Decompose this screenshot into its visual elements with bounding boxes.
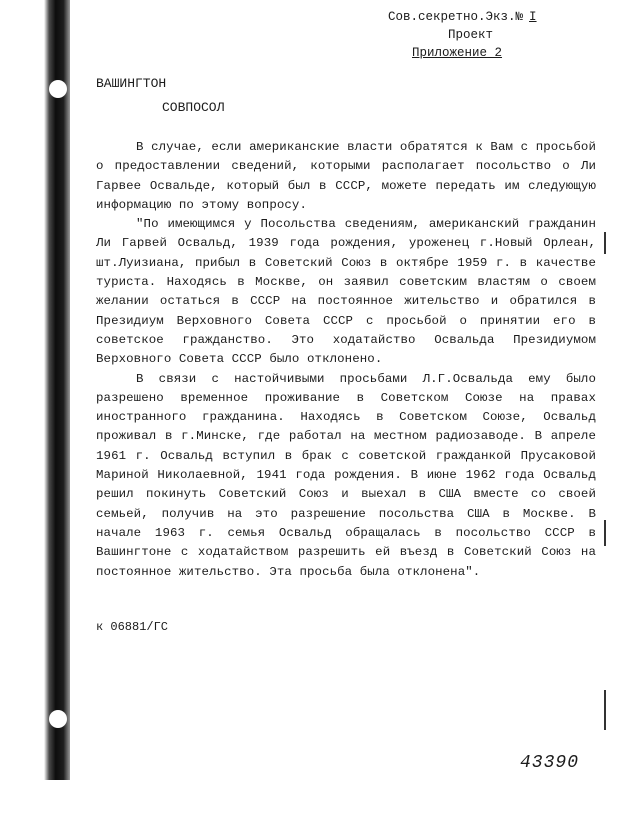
margin-mark (604, 690, 606, 730)
scan-edge-strip (44, 0, 70, 780)
address-embassy: СОВПОСОЛ (162, 100, 225, 115)
document-number: 43390 (520, 753, 580, 773)
punch-hole (49, 80, 67, 98)
paragraph: "По имеющимся у Посольства сведениям, американский гражданин Ли Гарвей Освальд, 1939 года рождения, уроженец г.Новый Орлеан, шт.Луизиана, прибыл в Советский Союз в октябре 1959 г. в качестве туриста. Находясь в Москве, он заявил советским властям о своем желании остаться в СССР на постоянное жительство и обратился в Президиум Верховного Совета СССР с просьбой о принятии его в советское гражданство. Это ходатайство Освальда Президиумом Верховного Совета СССР было отклонено. (96, 217, 596, 367)
address-city: ВАШИНГТОН (96, 76, 167, 91)
copy-number: I (529, 10, 537, 24)
document-body (96, 138, 596, 582)
margin-mark (604, 520, 606, 546)
secrecy-line (388, 8, 603, 26)
margin-mark (604, 232, 606, 254)
appendix-label: Приложение 2 (412, 46, 503, 60)
paragraph: В случае, если американские власти обратятся к Вам с просьбой о предоставлении сведений, которыми располагает посольство о Ли Гарвее Освальде, который был в СССР, можете передать им следующую информацию по этому вопросу. (96, 140, 596, 212)
secrecy-label: Сов.секретно.Экз.№ (388, 10, 524, 24)
punch-hole (49, 710, 67, 728)
reference-number: к 06881/ГС (96, 620, 169, 634)
paragraph: В связи с настойчивыми просьбами Л.Г.Освальда ему было разрешено временное проживание в Советском Союзе на правах иностранного гражданина. Находясь в Советском Союзе, Освальд проживал в г.Минске, где работал на местном радиозаводе. В апреле 1961 г. Освальд вступил в брак с советской гражданкой Прусаковой Мариной Николаевной, 1941 года рождения. В июне 1962 года Освальд решил покинуть Советский Союз и выехал в США вместе со своей семьей, получив на это разрешение посольства США в Москве. В начале 1963 г. семья Освальд обращалась в посольство СССР в Вашингтоне с ходатайством разрешить ей въезд в Советский Союз на постоянное жительство. Эта просьба была отклонена". (96, 371, 596, 579)
document-header (388, 8, 603, 62)
project-label: Проект (448, 28, 494, 42)
